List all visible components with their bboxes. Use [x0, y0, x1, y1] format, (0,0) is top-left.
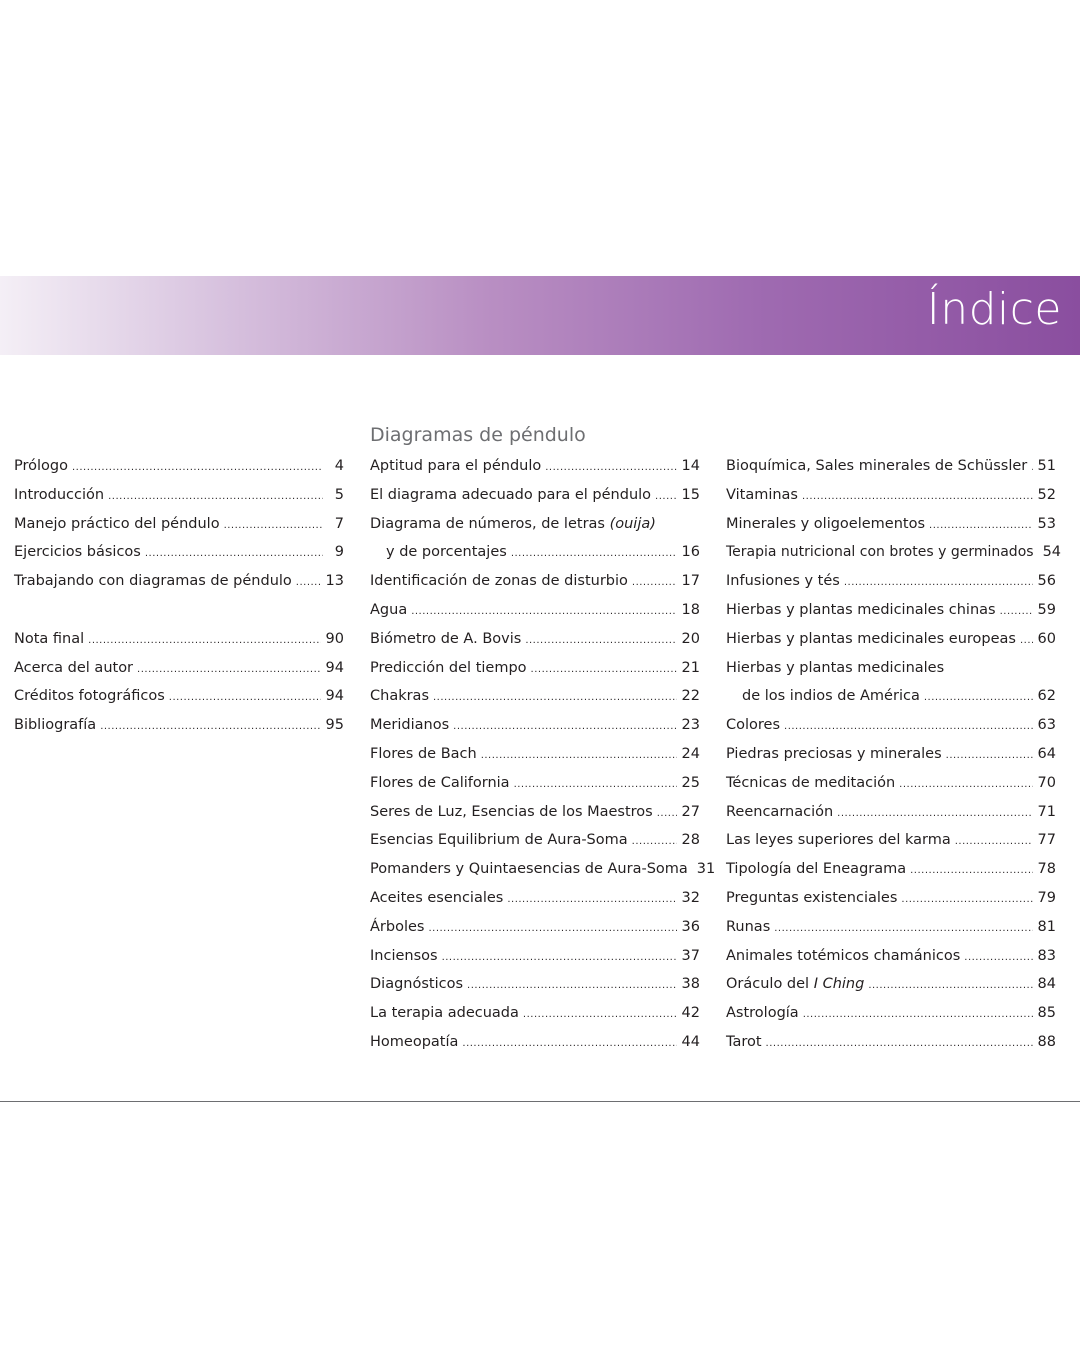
- toc-entry-page: 79: [1037, 889, 1056, 906]
- toc-entry[interactable]: [370, 596, 700, 625]
- toc-entry[interactable]: [370, 452, 700, 481]
- leader-dots: [803, 1001, 1033, 1030]
- toc-entry[interactable]: [726, 999, 1056, 1028]
- leader-dots: [169, 684, 321, 713]
- toc-entry-label: Colores: [726, 717, 781, 734]
- toc-entry[interactable]: [14, 625, 344, 654]
- toc-entry-label: Vitaminas: [726, 486, 798, 503]
- toc-entry-page: 4: [334, 458, 344, 474]
- toc-entry-label: Hierbas y plantas medicinales chinas: [726, 601, 996, 618]
- leader-dots: [72, 454, 323, 483]
- leader-dots: [511, 540, 677, 569]
- toc-entry-page: 77: [1037, 832, 1056, 849]
- leader-dots: [955, 828, 1033, 857]
- toc-entry-label: Minerales y oligoelementos: [726, 515, 926, 532]
- toc-entry-page: 28: [681, 832, 700, 849]
- toc-entry-page: 70: [1037, 774, 1056, 791]
- toc-column-1: [14, 452, 344, 740]
- toc-entry-page: 52: [1037, 486, 1056, 503]
- toc-entry-page: 85: [1037, 1005, 1056, 1022]
- toc-entry[interactable]: [726, 682, 1056, 711]
- toc-entry[interactable]: [726, 596, 1056, 625]
- toc-entry-page: 16: [681, 544, 700, 561]
- leader-dots: [1020, 627, 1033, 656]
- toc-entry-page: 56: [1037, 573, 1056, 590]
- toc-entry-label: Hierbas y plantas medicinales: [726, 659, 945, 676]
- leader-dots: [462, 1030, 676, 1059]
- toc-entry[interactable]: [370, 711, 700, 740]
- leader-dots: [844, 569, 1033, 598]
- toc-entry[interactable]: [370, 567, 700, 596]
- toc-entry-page: 44: [681, 1033, 700, 1050]
- leader-dots: [766, 1030, 1033, 1059]
- toc-entry-page: 90: [325, 630, 344, 647]
- toc-entry-label: [726, 970, 864, 999]
- toc-entry-label: Trabajando con diagramas de péndulo: [14, 573, 292, 590]
- leader-dots: [545, 454, 676, 483]
- toc-entry-page: 13: [325, 573, 344, 590]
- leader-dots: [411, 598, 676, 627]
- toc-entry-page: 42: [681, 1005, 700, 1022]
- toc-entry-label: de los indios de América: [742, 688, 920, 705]
- toc-entry-page: 81: [1037, 918, 1056, 935]
- toc-entry[interactable]: [14, 711, 344, 740]
- toc-entry-page: 27: [681, 803, 700, 820]
- leader-dots: [145, 540, 323, 569]
- toc-entry[interactable]: [14, 452, 344, 481]
- leader-dots: [899, 771, 1032, 800]
- toc-entry[interactable]: [14, 538, 344, 567]
- leader-dots: [784, 713, 1033, 742]
- toc-entry[interactable]: [370, 654, 700, 683]
- leader-dots: [1000, 598, 1033, 627]
- toc-entry[interactable]: [370, 481, 700, 510]
- toc-entry-page: 24: [681, 745, 700, 762]
- leader-dots: [837, 800, 1032, 829]
- toc-entry-label: Técnicas de meditación: [726, 774, 896, 791]
- toc-entry-label: Preguntas existenciales: [726, 889, 898, 906]
- toc-entry[interactable]: [726, 798, 1056, 827]
- toc-entry[interactable]: [726, 711, 1056, 740]
- toc-entry[interactable]: [14, 654, 344, 683]
- toc-entry-page: 88: [1037, 1033, 1056, 1050]
- toc-entry-label: Las leyes superiores del karma: [726, 832, 951, 849]
- toc-column-3: [726, 452, 1062, 1057]
- toc-entry-label: Homeopatía: [370, 1033, 459, 1050]
- leader-dots: [964, 944, 1032, 973]
- toc-entry-page: 71: [1037, 803, 1056, 820]
- toc-entry-page: 64: [1037, 745, 1056, 762]
- leader-dots: [523, 1001, 677, 1030]
- toc-entry[interactable]: [370, 510, 700, 539]
- toc-entry[interactable]: [370, 913, 700, 942]
- toc-entry-label: Bioquímica, Sales minerales de Schüssler: [726, 458, 1028, 474]
- toc-entry-label: Aceites esenciales: [370, 889, 504, 906]
- toc-entry-label: Meridianos: [370, 717, 450, 734]
- toc-entry-page: 7: [334, 515, 344, 532]
- toc-entry[interactable]: [726, 913, 1056, 942]
- toc-entry-label: La terapia adecuada: [370, 1005, 519, 1022]
- toc-entry-label: Animales totémicos chamánicos: [726, 947, 961, 964]
- toc-entry-label: Esencias Equilibrium de Aura-Soma: [370, 832, 628, 849]
- toc-entry-label-text: Oráculo del: [726, 976, 810, 993]
- toc-entry-label: Diagnósticos: [370, 976, 464, 993]
- toc-entry-page: 63: [1037, 717, 1056, 734]
- leader-dots: [507, 886, 676, 915]
- toc-entry[interactable]: [370, 999, 700, 1028]
- toc-entry-label: Prólogo: [14, 458, 68, 474]
- section-heading: Diagramas de péndulo: [370, 424, 586, 446]
- toc-entry-page: 5: [334, 486, 344, 503]
- toc-entry[interactable]: [726, 855, 1056, 884]
- toc-entry[interactable]: [370, 884, 700, 913]
- toc-entry[interactable]: [726, 538, 1062, 567]
- toc-entry-label: Manejo práctico del péndulo: [14, 515, 220, 532]
- toc-entry-label: Piedras preciosas y minerales: [726, 745, 942, 762]
- toc-entry-label: Infusiones y tés: [726, 573, 840, 590]
- toc-entry[interactable]: [370, 682, 700, 711]
- toc-entry[interactable]: [726, 740, 1056, 769]
- toc-column-2: [370, 452, 716, 1057]
- toc-entry[interactable]: [726, 1028, 1056, 1057]
- leader-dots: [525, 627, 676, 656]
- leader-dots: [453, 713, 676, 742]
- leader-dots: [224, 512, 323, 541]
- toc-entry-page: 94: [325, 659, 344, 676]
- toc-entry-label: Pomanders y Quintaesencias de Aura-Soma: [370, 861, 688, 878]
- toc-entry-label: Árboles: [370, 918, 425, 935]
- toc-entry-label: Introducción: [14, 486, 105, 503]
- toc-entry-label: Flores de California: [370, 774, 510, 791]
- toc-entry[interactable]: [726, 884, 1056, 913]
- toc-entry[interactable]: [726, 481, 1056, 510]
- toc-entry[interactable]: [726, 567, 1056, 596]
- leader-dots: [88, 627, 320, 656]
- toc-entry[interactable]: [14, 682, 344, 711]
- leader-dots: [910, 857, 1032, 886]
- toc-entry[interactable]: [14, 481, 344, 510]
- toc-entry-label: Tarot: [726, 1033, 762, 1050]
- toc-entry[interactable]: [726, 625, 1056, 654]
- toc-entry-label: Acerca del autor: [14, 659, 134, 676]
- toc-entry-label: Reencarnación: [726, 803, 834, 820]
- header-banner: [0, 276, 1080, 355]
- toc-entry-label: Nota final: [14, 630, 85, 647]
- toc-entry-label-italic: (ouija): [609, 515, 656, 532]
- toc-entry-page: 32: [681, 889, 700, 906]
- toc-entry-page: 83: [1037, 947, 1056, 964]
- toc-entry[interactable]: [726, 654, 1056, 683]
- toc-entry[interactable]: [14, 567, 344, 596]
- leader-dots: [1031, 454, 1032, 483]
- toc-entry[interactable]: [726, 769, 1056, 798]
- leader-dots: [100, 713, 320, 742]
- toc-entry-page: 36: [681, 918, 700, 935]
- toc-entry[interactable]: [726, 826, 1056, 855]
- leader-dots: [442, 944, 677, 973]
- toc-entry[interactable]: [370, 625, 700, 654]
- toc-entry-label: Chakras: [370, 688, 429, 705]
- toc-entry-label-text: Diagrama de números, de letras: [370, 515, 605, 532]
- toc-entry-label: [370, 510, 656, 539]
- leader-dots: [632, 828, 677, 857]
- toc-entry-page: 23: [681, 717, 700, 734]
- toc-entry-label: Hierbas y plantas medicinales europeas: [726, 630, 1016, 647]
- leader-dots: [481, 742, 677, 771]
- toc-entry-page: 62: [1037, 688, 1056, 705]
- toc-entry-page: 21: [681, 659, 700, 676]
- toc-entry-label: Seres de Luz, Esencias de los Maestros: [370, 803, 653, 820]
- toc-entry-page: 53: [1037, 515, 1056, 532]
- leader-dots: [108, 483, 323, 512]
- toc-entry-page: 17: [681, 573, 700, 590]
- toc-entry-label: Flores de Bach: [370, 745, 477, 762]
- toc-entry-label: Identificación de zonas de disturbio: [370, 573, 628, 590]
- leader-dots: [433, 684, 677, 713]
- toc-entry-label-italic: I Ching: [813, 976, 865, 993]
- leader-dots: [632, 569, 677, 598]
- toc-entry-label: Aptitud para el péndulo: [370, 458, 542, 474]
- toc-entry-page: 54: [1042, 544, 1062, 561]
- toc-entry-label: Ejercicios básicos: [14, 544, 141, 561]
- toc-entry-page: 31: [696, 861, 716, 878]
- toc-entry-label: Créditos fotográficos: [14, 688, 165, 705]
- toc-entry-page: 22: [681, 688, 700, 705]
- toc-entry-label: Predicción del tiempo: [370, 659, 527, 676]
- leader-dots: [946, 742, 1033, 771]
- toc-entry-label: Biómetro de A. Bovis: [370, 630, 522, 647]
- toc-entry-page: 38: [681, 976, 700, 993]
- toc-entry[interactable]: [370, 855, 716, 884]
- toc-entry-label: Tipología del Eneagrama: [726, 861, 907, 878]
- toc-entry-page: 95: [325, 717, 344, 734]
- toc-entry-page: 78: [1037, 861, 1056, 878]
- toc-entry[interactable]: [370, 798, 700, 827]
- toc-entry[interactable]: [726, 510, 1056, 539]
- leader-dots: [428, 915, 676, 944]
- toc-entry[interactable]: [14, 510, 344, 539]
- leader-dots: [137, 656, 321, 685]
- toc-entry-page: 14: [681, 458, 700, 474]
- toc-entry[interactable]: [370, 769, 700, 798]
- leader-dots: [924, 684, 1033, 713]
- leader-dots: [531, 656, 677, 685]
- leader-dots: [467, 972, 677, 1001]
- leader-dots: [901, 886, 1032, 915]
- page-title: Índice: [926, 284, 1062, 335]
- bottom-rule: [0, 1101, 1080, 1102]
- toc-entry-page: 15: [681, 486, 700, 503]
- toc-entry[interactable]: [726, 942, 1056, 971]
- toc-entry[interactable]: [370, 538, 700, 567]
- toc-entry-page: 94: [325, 688, 344, 705]
- toc-entry[interactable]: [370, 740, 700, 769]
- leader-dots: [296, 569, 321, 598]
- leader-dots: [774, 915, 1032, 944]
- toc-entry-page: 20: [681, 630, 700, 647]
- toc-entry-page: 59: [1037, 601, 1056, 618]
- toc-entry-label: Terapia nutricional con brotes y germinados: [726, 544, 1034, 561]
- toc-entry-label: Inciensos: [370, 947, 438, 964]
- toc-entry-page: 37: [681, 947, 700, 964]
- spacer: [14, 596, 344, 625]
- toc-entry-page: 25: [681, 774, 700, 791]
- leader-dots: [929, 512, 1033, 541]
- leader-dots: [802, 483, 1033, 512]
- toc-entry-label: y de porcentajes: [386, 544, 507, 561]
- toc-entry[interactable]: [370, 970, 700, 999]
- toc-entry-label: Astrología: [726, 1005, 799, 1022]
- leader-dots: [868, 972, 1032, 1001]
- toc-entry-label: Runas: [726, 918, 771, 935]
- toc-entry-label: El diagrama adecuado para el péndulo: [370, 486, 652, 503]
- toc-entry[interactable]: [370, 826, 700, 855]
- toc-entry-page: 60: [1037, 630, 1056, 647]
- toc-entry[interactable]: [726, 970, 1056, 999]
- toc-entry[interactable]: [370, 1028, 700, 1057]
- toc-entry-page: 84: [1037, 976, 1056, 993]
- leader-dots: [657, 800, 677, 829]
- leader-dots: [655, 483, 677, 512]
- toc-entry[interactable]: [370, 942, 700, 971]
- toc-entry-page: 9: [334, 544, 344, 561]
- toc-entry-label: Bibliografía: [14, 717, 97, 734]
- toc-entry-label: Agua: [370, 601, 408, 618]
- toc-entry-page: 51: [1037, 458, 1056, 474]
- leader-dots: [514, 771, 677, 800]
- toc-entry[interactable]: [726, 452, 1056, 481]
- toc-entry-page: 18: [681, 601, 700, 618]
